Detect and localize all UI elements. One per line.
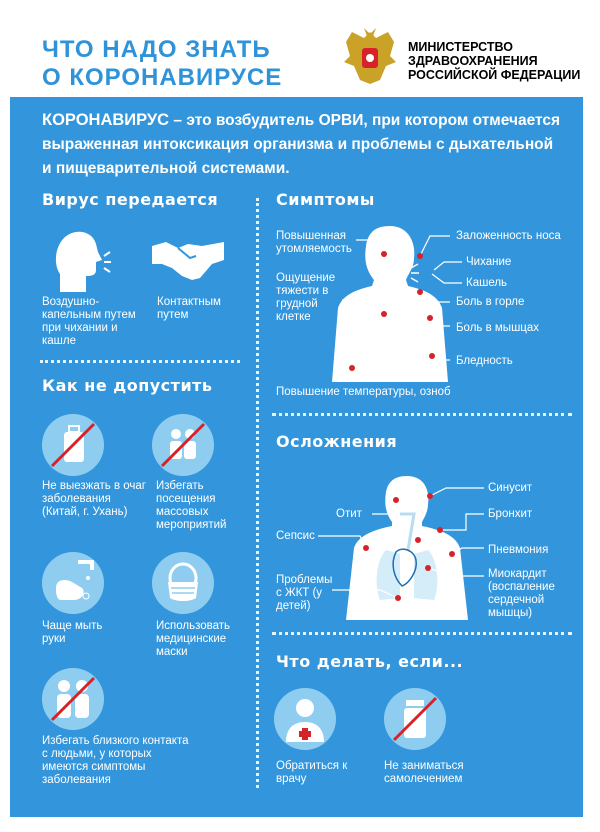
symptom-cough: Кашель bbox=[466, 277, 508, 289]
section-title-transmission: Вирус передается bbox=[42, 190, 219, 209]
complication-bronchitis: Бронхит bbox=[488, 508, 533, 520]
complication-gi: Проблемы с ЖКТ (у детей) bbox=[276, 574, 333, 612]
ministry-line-3: РОССИЙСКОЙ ФЕДЕРАЦИИ bbox=[408, 68, 581, 82]
pill-bottle-icon bbox=[384, 688, 446, 750]
title-line-2: О КОРОНАВИРУСЕ bbox=[42, 64, 283, 91]
prevention-item-mask: Использовать медицинские маски bbox=[156, 620, 231, 658]
symptom-fever: Повышение температуры, озноб bbox=[276, 386, 451, 398]
intro-term: КОРОНАВИРУС bbox=[42, 111, 170, 129]
section-title-what-to-do: Что делать, если... bbox=[276, 652, 464, 671]
symptom-sneeze: Чихание bbox=[466, 256, 512, 268]
what-to-do-no-self: Не заниматься самолечением bbox=[384, 760, 464, 785]
complication-pneumonia: Пневмония bbox=[488, 544, 549, 556]
transmission-airborne-label: Воздушно-капельным путем при чихании и кашле bbox=[42, 296, 136, 347]
symptom-muscles: Боль в мышцах bbox=[456, 322, 540, 334]
ministry-line-1: МИНИСТЕРСТВО bbox=[408, 40, 513, 54]
complication-otitis: Отит bbox=[336, 508, 362, 520]
intro-text: – это возбудитель ОРВИ, при котором отмечается выраженная интоксикация организма и проблемы с дыхательной и пищеварительной системами. bbox=[42, 112, 561, 177]
complication-sinusitis: Синусит bbox=[488, 482, 533, 494]
symptom-fatigue: Повышенная утомляемость bbox=[276, 230, 352, 255]
complication-myocarditis: Миокардит (воспаление сердечной мышцы) bbox=[488, 568, 555, 619]
section-title-prevention: Как не допустить bbox=[42, 376, 213, 395]
symptom-pallor: Бледность bbox=[456, 355, 513, 367]
prevention-item-crowds: Избегать посещения массовых мероприятий bbox=[156, 480, 227, 531]
section-title-complications: Осложнения bbox=[276, 432, 398, 451]
what-to-do-doctor: Обратиться к врачу bbox=[276, 760, 348, 785]
prevention-item-wash: Чаще мыть руки bbox=[42, 620, 103, 645]
prevention-item-travel: Не выезжать в очаг заболевания (Китай, г. Ухань) bbox=[42, 480, 147, 518]
title-line-1: ЧТО НАДО ЗНАТЬ bbox=[42, 36, 271, 63]
transmission-contact-label: Контактным путем bbox=[157, 296, 221, 321]
symptom-throat: Боль в горле bbox=[456, 296, 525, 308]
prevention-item-contact: Избегать близкого контакта с людьми, у которых имеются симптомы заболевания bbox=[42, 735, 189, 786]
section-title-symptoms: Симптомы bbox=[276, 190, 375, 209]
complication-sepsis: Сепсис bbox=[276, 530, 315, 542]
symptom-chest: Ощущение тяжести в грудной клетке bbox=[276, 272, 336, 323]
symptom-nose: Заложенность носа bbox=[456, 230, 561, 242]
ministry-line-2: ЗДРАВООХРАНЕНИЯ bbox=[408, 54, 538, 68]
doctor-icon bbox=[274, 688, 336, 750]
